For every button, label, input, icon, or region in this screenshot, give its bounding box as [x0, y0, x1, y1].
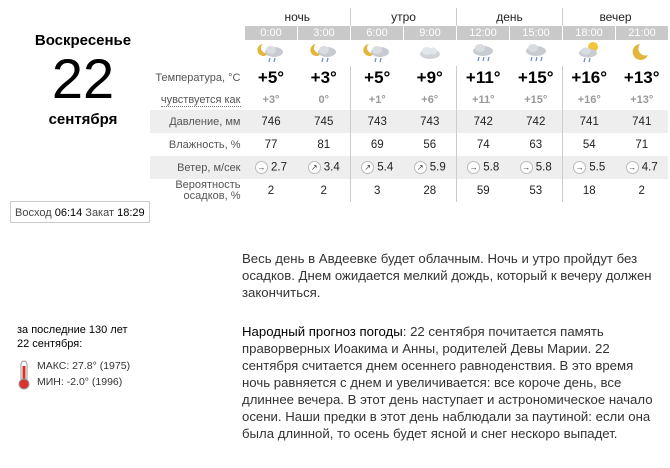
- history-max: МАКС: 27.8° (1975): [37, 360, 131, 372]
- feels-value: +11°: [457, 90, 510, 110]
- temperature-value: +5°: [257, 68, 285, 87]
- temperature-value: +3°: [310, 68, 337, 87]
- wind-value: 5.9: [429, 161, 446, 174]
- pressure-value: 742: [510, 110, 563, 133]
- sunrise-sunset: [10, 201, 150, 223]
- wind-direction-icon: →: [626, 161, 639, 174]
- time-cell: 15:00: [510, 26, 563, 40]
- humidity-row: [150, 133, 668, 156]
- pressure-label: Давление, мм: [150, 110, 245, 133]
- feels-value: +15°: [524, 94, 548, 106]
- feels-row: [150, 90, 668, 110]
- sunset-label: Закат: [85, 207, 115, 219]
- precip-row: [150, 179, 668, 202]
- thermometer-icon: [17, 360, 31, 393]
- icon-row: [150, 40, 668, 66]
- wind-value: 2.7: [271, 161, 287, 174]
- temperature-value: +5°: [351, 66, 404, 90]
- pressure-value: 743: [351, 110, 404, 133]
- temperature-value: +13°: [623, 68, 660, 87]
- moon-cloud-rain-icon: [310, 41, 338, 63]
- period-evening: вечер: [563, 8, 669, 26]
- temperature-value: +11°: [457, 66, 510, 90]
- precip-label-1: Вероятность: [175, 178, 241, 191]
- pressure-value: 745: [298, 110, 351, 133]
- time-cell: 12:00: [457, 26, 510, 40]
- history-line-2: 22 сентября:: [17, 338, 83, 350]
- pressure-value: 741: [563, 110, 616, 133]
- time-cell: 3:00: [298, 26, 351, 40]
- time-cell: 0:00: [245, 26, 298, 40]
- wind-direction-icon: ↗: [361, 161, 374, 174]
- wind-direction-icon: ↗: [414, 161, 427, 174]
- sunrise-label: Восход: [15, 207, 52, 219]
- day-number: 22: [51, 47, 115, 110]
- folk-forecast-title: Народный прогноз погоды: [242, 324, 403, 339]
- temperature-value: +9°: [416, 68, 443, 87]
- time-row: [150, 26, 668, 40]
- wind-direction-icon: →: [520, 161, 533, 174]
- wind-value: 5.4: [377, 161, 394, 174]
- wind-direction-icon: →: [467, 161, 480, 174]
- sun-cloud-rain-icon: [575, 41, 603, 63]
- humidity-value: 71: [635, 138, 649, 151]
- folk-forecast-text: : 22 сентября почитается память праворверных Иоакима и Анны, родителей Девы Марии. 22 сентября считается днем осеннего равноденствия. В это время ночь равняется с днем и увеличивается: все короче день, все длиннее вечера. В этот день наступает и астрономическое начало осени. Наши предки в этот день наблюдали за паутиной: если она была длинной, то осень будет ясной и снег нескоро выпадет.: [242, 324, 653, 441]
- precip-value: 2: [320, 184, 327, 197]
- wind-value: 5.5: [589, 161, 606, 174]
- feels-value: +3°: [262, 94, 280, 106]
- feels-value: +16°: [563, 90, 616, 110]
- pressure-row: [150, 110, 668, 133]
- pressure-value: 741: [616, 110, 669, 133]
- sunrise-time: 06:14: [54, 207, 83, 219]
- period-day: день: [457, 8, 563, 26]
- feels-value: 0°: [318, 94, 330, 106]
- history-min: МИН: -2.0° (1996): [37, 376, 123, 388]
- wind-value: 4.7: [641, 161, 658, 174]
- humidity-label: Влажность, %: [168, 138, 241, 151]
- wind-row: [150, 156, 668, 179]
- cloud-rain-icon: [522, 41, 550, 63]
- sunset-time: 18:29: [117, 207, 145, 219]
- humidity-value: 63: [529, 138, 543, 151]
- moon-cloud-rain-icon: [363, 41, 391, 63]
- time-cell: 21:00: [616, 26, 669, 40]
- precip-label-2: осадков, %: [183, 189, 241, 202]
- month: сентября: [48, 111, 118, 128]
- feels-value: +6°: [421, 94, 439, 106]
- forecast-table: [150, 8, 668, 202]
- temperature-value: +16°: [563, 66, 616, 90]
- date-block: [10, 30, 156, 128]
- time-cell: 9:00: [404, 26, 457, 40]
- precip-value: 18: [563, 179, 616, 202]
- precip-value: 59: [457, 179, 510, 202]
- precip-value: 28: [423, 184, 437, 197]
- time-cell: 18:00: [563, 26, 616, 40]
- period-night: ночь: [284, 10, 311, 24]
- folk-forecast: [242, 323, 662, 442]
- precip-value: 2: [638, 184, 645, 197]
- time-cell: 6:00: [351, 26, 404, 40]
- moon-cloud-rain-icon: [257, 41, 285, 63]
- wind-direction-icon: ↗: [308, 161, 321, 174]
- pressure-value: 746: [245, 110, 298, 133]
- humidity-value: 81: [317, 138, 331, 151]
- humidity-value: 54: [563, 133, 616, 156]
- feels-label[interactable]: чувствуется как: [160, 93, 241, 106]
- feels-value: +13°: [630, 94, 654, 106]
- period-row: [150, 8, 668, 26]
- wind-value: 5.8: [535, 161, 552, 174]
- history-line-1: за последние 130 лет: [17, 324, 128, 336]
- wind-direction-icon: →: [573, 161, 586, 174]
- precip-value: 2: [267, 184, 275, 197]
- wind-direction-icon: →: [255, 161, 268, 174]
- temperature-value: +15°: [517, 68, 554, 87]
- cloud-rain-icon: [469, 41, 497, 63]
- period-morning: утро: [351, 8, 457, 26]
- pressure-value: 742: [457, 110, 510, 133]
- precip-value: 3: [351, 179, 404, 202]
- day-description: Весь день в Авдеевке будет облачным. Ночь и утро пройдут без осадков. Днем ожидается мелкий дождь, который к вечеру должен закончиться.: [242, 251, 652, 300]
- humidity-value: 77: [264, 138, 278, 151]
- wind-value: 5.8: [483, 161, 500, 174]
- wind-value: 3.4: [323, 161, 340, 174]
- cloud-icon: [416, 41, 444, 63]
- humidity-value: 74: [457, 133, 510, 156]
- humidity-value: 56: [423, 138, 437, 151]
- humidity-value: 69: [351, 133, 404, 156]
- temperature-label: Температура, °C: [155, 72, 241, 84]
- history-block: [17, 324, 197, 388]
- feels-value: +1°: [351, 90, 404, 110]
- pressure-value: 743: [404, 110, 457, 133]
- moon-icon: [628, 41, 656, 63]
- precip-value: 53: [529, 184, 543, 197]
- wind-label: Ветер, м/сек: [150, 156, 245, 179]
- weekday: Воскресенье: [34, 32, 132, 49]
- temperature-row: [150, 66, 668, 90]
